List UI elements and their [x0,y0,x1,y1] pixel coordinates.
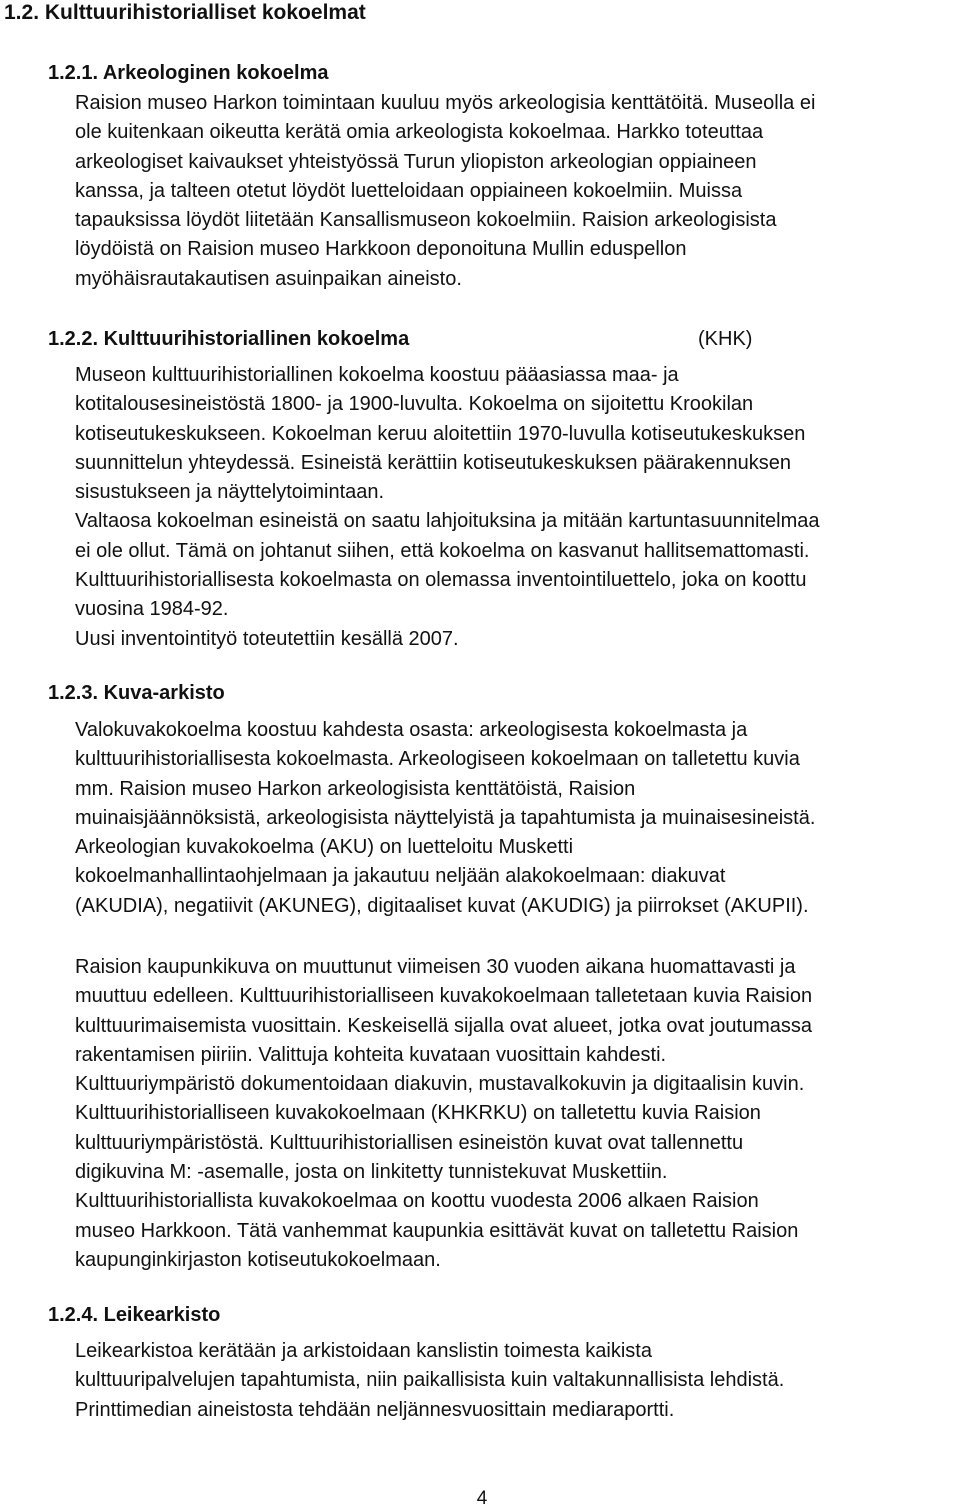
text-line: ei ole ollut. Tämä on johtanut siihen, että kokoelma on kasvanut hallitsemattomasti. [75,539,810,562]
text-line: kulttuurimaisemista vuosittain. Keskeisellä sijalla ovat alueet, jotka ovat joutumassa [75,1014,813,1037]
text-line: kulttuurihistoriallisesta kokoelmasta. Arkeologiseen kokoelmaan on talletettu kuvia [75,748,800,771]
paragraph-kuva-arkisto-1 [75,716,959,921]
text-line: myöhäisrautakautisen asuinpaikan aineisto. [75,267,462,290]
paragraph-kulttuurihistoriallinen [75,361,959,654]
text-line: kokoelmanhallintaohjelmaan ja jakautuu neljään alakokoelmaan: diakuvat [75,865,726,888]
text-line: tapauksissa löydöt liitetään Kansallismuseon kokoelmiin. Raision arkeologisista [75,209,777,232]
heading-arkeologinen-kokoelma: 1.2.1. Arkeologinen kokoelma [48,62,329,84]
text-line: kulttuuripalvelujen tapahtumista, niin paikallisista kuin valtakunnallisista lehdistä. [75,1369,785,1392]
text-line: kulttuuriympäristöstä. Kulttuurihistoriallisen esineistön kuvat ovat tallennettu [75,1131,744,1154]
text-line: Valtaosa kokoelman esineistä on saatu lahjoituksina ja mitään kartuntasuunnitelmaa [75,510,820,533]
text-line: rakentamisen piiriin. Valittuja kohteita kuvataan vuosittain kahdesti. [75,1043,667,1066]
page-number: 4 [476,1488,488,1509]
text-line: löydöistä on Raision museo Harkkoon deponoituna Mullin eduspellon [75,238,687,261]
text-line: ole kuitenkaan oikeutta kerätä omia arkeologista kokoelmaa. Harkko toteuttaa [75,121,764,144]
paragraph-arkeologinen [75,89,959,294]
text-line: Printtimedian aineistosta tehdään neljännesvuosittain mediaraportti. [75,1398,675,1421]
text-line: digikuvina M: -asemalle, josta on linkitetty tunnistekuvat Muskettiin. [75,1161,668,1184]
text-line: muuttuu edelleen. Kulttuurihistorialliseen kuvakokoelmaan talletetaan kuvia Raision [75,985,813,1008]
text-line: Kulttuurihistoriallista kuvakokoelmaa on koottu vuodesta 2006 alkaen Raision [75,1190,759,1213]
section-title: 1.2. Kulttuurihistorialliset kokoelmat [4,1,366,24]
paragraph-leikearkisto [75,1337,959,1425]
text-line: kotitalousesineistöstä 1800- ja 1900-luvulta. Kokoelma on sijoitettu Krookilan [75,393,754,416]
text-line: mm. Raision museo Harkon arkeologisista kenttätöistä, Raision [75,777,636,800]
text-line: Valokuvakokoelma koostuu kahdesta osasta: arkeologisesta kokoelmasta ja [75,719,748,741]
heading-text: 1.2.2. Kulttuurihistoriallinen kokoelma [48,328,410,350]
text-line: Kulttuurihistoriallisesta kokoelmasta on olemassa inventointiluettelo, joka on koottu [75,569,807,592]
text-line: museo Harkkoon. Tätä vanhemmat kaupunkia esittävät kuvat on talletettu Raision [75,1219,799,1242]
text-line: Leikearkistoa kerätään ja arkistoidaan kanslistin toimesta kaikista [75,1340,652,1362]
text-line: Raision museo Harkon toimintaan kuuluu myös arkeologisia kenttätöitä. Museolla ei [75,92,816,114]
text-line: sisustukseen ja näyttelytoimintaan. [75,481,385,504]
text-line: Kulttuuriympäristö dokumentoidaan diakuvin, mustavalkokuvin ja digitaalisin kuvin. [75,1073,805,1096]
heading-kuva-arkisto: 1.2.3. Kuva-arkisto [48,682,225,704]
heading-leikearkisto: 1.2.4. Leikearkisto [48,1304,221,1326]
text-line: kaupunginkirjaston kotiseutukokoelmaan. [75,1248,441,1271]
text-line: Uusi inventointityö toteutettiin kesällä 2007. [75,627,459,650]
text-line: Museon kulttuurihistoriallinen kokoelma koostuu pääasiassa maa- ja [75,364,679,386]
text-line: Kulttuurihistorialliseen kuvakokoelmaan (KHKRKU) on talletettu kuvia Raision [75,1102,761,1125]
text-line: suunnittelun yhteydessä. Esineistä kerättiin kotiseutukeskuksen päärakennuksen [75,451,791,474]
text-line: Raision kaupunkikuva on muuttunut viimeisen 30 vuoden aikana huomattavasti ja [75,956,796,978]
text-line: kanssa, ja talteen otetut löydöt luetteloidaan oppiaineen kokoelmiin. Muissa [75,179,743,202]
text-line: vuosina 1984-92. [75,598,229,621]
text-line: muinaisjäännöksistä, arkeologisista näyttelyistä ja tapahtumista ja muinaisesineistä. [75,806,816,829]
text-line: kotiseutukeskukseen. Kokoelman keruu aloitettiin 1970-luvulla kotiseutukeskuksen [75,422,806,445]
heading-kulttuurihistoriallinen-kokoelma [48,326,753,352]
text-line: Arkeologian kuvakokoelma (AKU) on luetteloitu Musketti [75,836,574,859]
collection-code: (KHK) [698,328,753,350]
paragraph-kuva-arkisto-2 [75,953,959,1275]
text-line: (AKUDIA), negatiivit (AKUNEG), digitaaliset kuvat (AKUDIG) ja piirrokset (AKUPII). [75,894,809,917]
text-line: arkeologiset kaivaukset yhteistyössä Turun yliopiston arkeologian oppiaineen [75,150,757,173]
